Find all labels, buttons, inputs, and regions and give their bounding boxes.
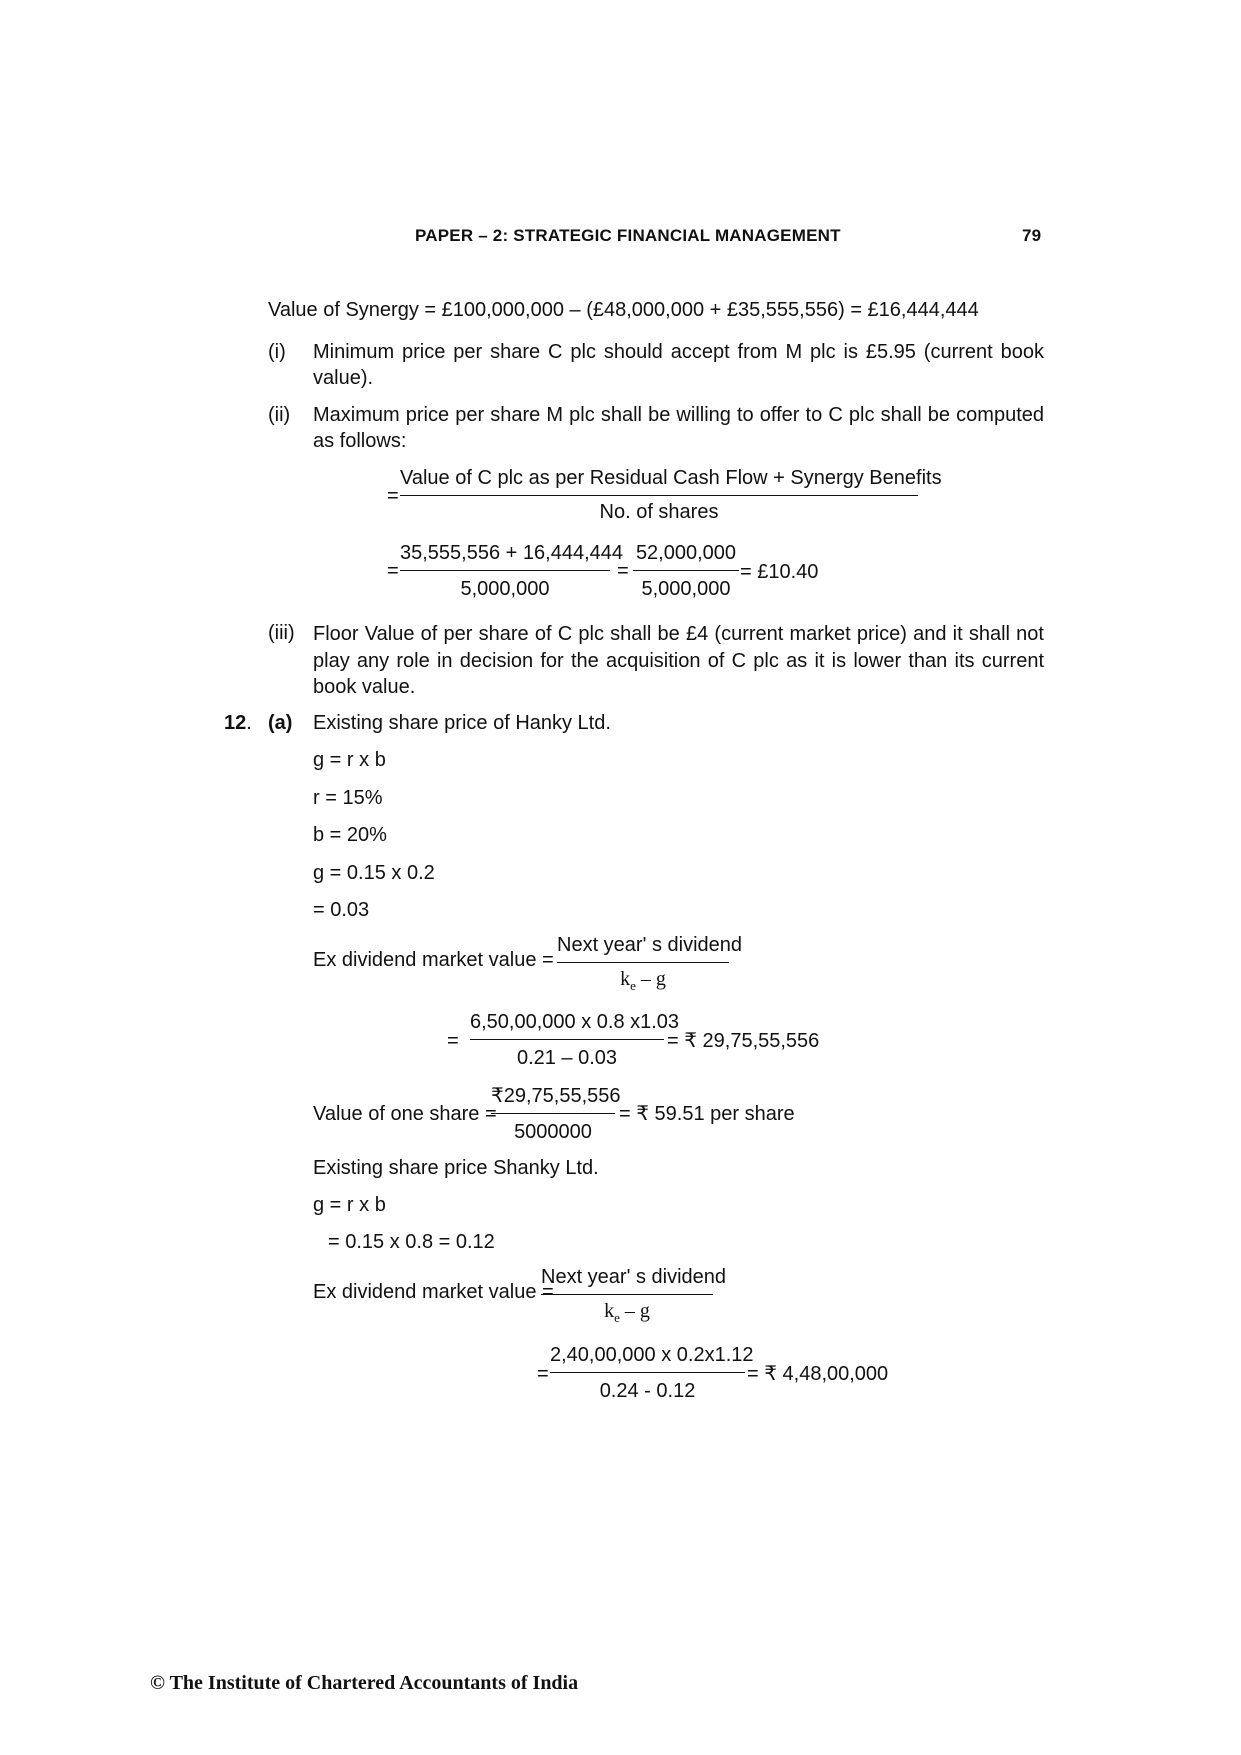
shanky-calc-numerator: 2,40,00,000 x 0.2x1.12 <box>550 1344 754 1366</box>
calc-denominator-2: 5,000,000 <box>641 578 731 600</box>
item-ii-text: Maximum price per share M plc shall be willing to offer to C plc shall be computed as follows: <box>313 404 1044 452</box>
fraction-bar <box>557 962 729 963</box>
k-symbol: k <box>604 1300 615 1322</box>
shanky-line-1: g = r x b <box>313 1194 386 1216</box>
fraction-bar <box>491 1113 615 1114</box>
shanky-exdiv-denominator <box>541 1299 713 1325</box>
hanky-share-result: = ₹ 59.51 per share <box>619 1103 795 1125</box>
question-number <box>224 711 252 735</box>
shanky-calc-equals: = <box>537 1363 549 1385</box>
formula-denominator: No. of shares <box>599 501 719 523</box>
fraction-bar <box>633 570 739 571</box>
formula-numerator: Value of C plc as per Residual Cash Flow + Synergy Benefits <box>400 467 942 489</box>
page-footer: © The Institute of Chartered Accountants of India <box>150 1672 579 1694</box>
shanky-exdiv-fraction <box>541 1265 727 1325</box>
calc-equals-1: = <box>387 560 399 582</box>
hanky-share-label: Value of one share = <box>313 1103 497 1125</box>
item-ii-marker: (ii) <box>268 404 291 426</box>
calc-fraction-2 <box>633 541 739 601</box>
hanky-exdiv-fraction <box>557 933 743 993</box>
fraction-bar <box>541 1294 713 1295</box>
calc-numerator-2: 52,000,000 <box>635 542 737 564</box>
hanky-line-5: = 0.03 <box>313 899 370 921</box>
calc-fraction-1 <box>400 541 623 601</box>
e-subscript: e <box>614 1310 620 1325</box>
hanky-line-4: g = 0.15 x 0.2 <box>313 862 435 884</box>
item-iii-text: Floor Value of per share of C plc shall be £4 (current market price) and it shall not play any role in decision for the acquisition of C plc as it is lower than its current book value. <box>313 623 1044 698</box>
calc-equals-2: = <box>617 560 629 582</box>
hanky-calc-fraction <box>470 1010 680 1072</box>
e-subscript: e <box>630 978 636 993</box>
fraction-bar <box>400 495 918 496</box>
item-i-text: Minimum price per share C plc should accept from M plc is £5.95 (current book value). <box>313 341 1044 389</box>
hanky-calc-numerator: 6,50,00,000 x 0.8 x1.03 <box>470 1011 680 1033</box>
hanky-calc-denominator: 0.21 – 0.03 <box>516 1047 618 1069</box>
fraction-bar <box>400 570 610 571</box>
fraction-bar <box>550 1372 745 1373</box>
synergy-value-line: Value of Synergy = £100,000,000 – (£48,000,000 + £35,555,556) = £16,444,444 <box>268 299 979 321</box>
formula-equals: = <box>387 485 399 507</box>
hanky-exdiv-denominator <box>557 967 729 993</box>
page-number: 79 <box>1022 226 1042 245</box>
hanky-line-1: g = r x b <box>313 749 386 771</box>
formula-residual-cash-flow <box>400 466 942 526</box>
hanky-exdiv-label: Ex dividend market value = <box>313 949 554 971</box>
calc-numerator-1: 35,555,556 + 16,444,444 <box>400 542 623 564</box>
page-header-title: PAPER – 2: STRATEGIC FINANCIAL MANAGEMENT <box>415 226 841 245</box>
question-heading: Existing share price of Hanky Ltd. <box>313 712 611 734</box>
k-symbol: k <box>620 968 631 990</box>
hanky-share-fraction <box>491 1084 621 1146</box>
hanky-share-numerator: ₹29,75,55,556 <box>491 1085 621 1107</box>
calc-denominator-1: 5,000,000 <box>460 578 550 600</box>
minus-g: – g <box>635 968 666 990</box>
question-number-dot: . <box>246 712 252 734</box>
question-number-value: 12 <box>224 712 247 734</box>
question-part: (a) <box>268 712 293 734</box>
hanky-share-denominator: 5000000 <box>514 1121 592 1143</box>
hanky-exdiv-numerator: Next year' s dividend <box>557 934 743 956</box>
minus-g: – g <box>619 1300 650 1322</box>
shanky-calc-fraction <box>550 1343 754 1405</box>
hanky-line-3: b = 20% <box>313 824 387 846</box>
hanky-line-2: r = 15% <box>313 787 383 809</box>
calc-result: = £10.40 <box>740 561 819 583</box>
shanky-exdiv-label: Ex dividend market value = <box>313 1281 554 1303</box>
hanky-calc-equals: = <box>447 1030 459 1052</box>
hanky-calc-result: = ₹ 29,75,55,556 <box>667 1030 820 1052</box>
shanky-exdiv-numerator: Next year' s dividend <box>541 1266 727 1288</box>
shanky-heading: Existing share price Shanky Ltd. <box>313 1157 599 1179</box>
fraction-bar <box>470 1039 664 1040</box>
item-iii-marker: (iii) <box>268 622 295 644</box>
shanky-line-2: = 0.15 x 0.8 = 0.12 <box>328 1231 495 1253</box>
item-i-marker: (i) <box>268 341 286 363</box>
shanky-calc-result: = ₹ 4,48,00,000 <box>747 1363 889 1385</box>
shanky-calc-denominator: 0.24 - 0.12 <box>599 1380 696 1402</box>
